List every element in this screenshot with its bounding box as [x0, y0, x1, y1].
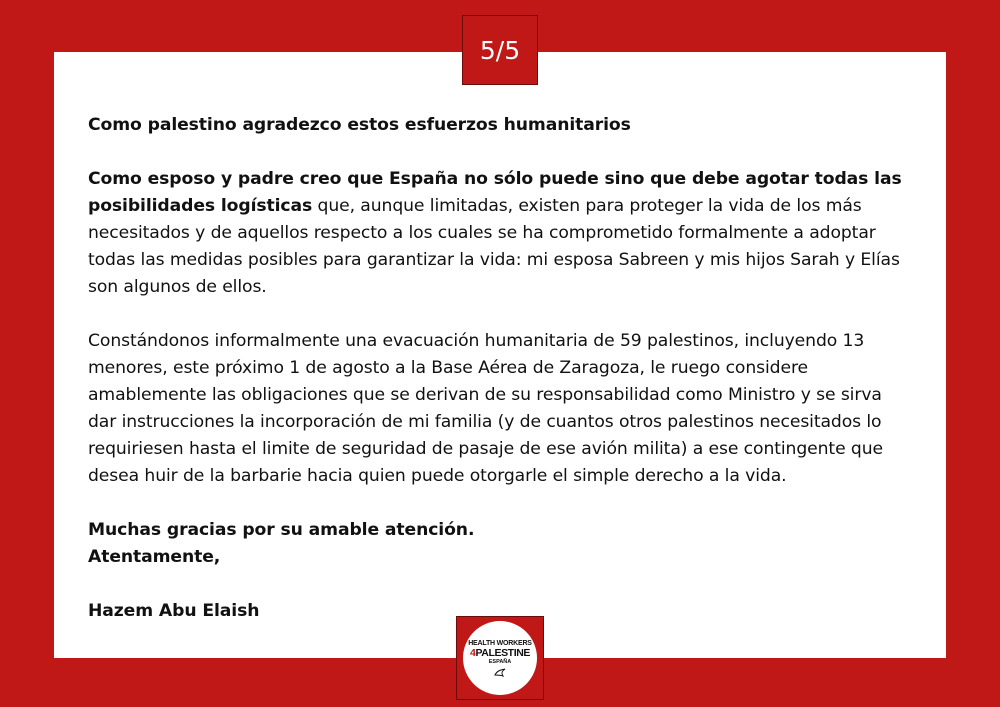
thanks-line — [88, 517, 908, 544]
organization-logo — [456, 616, 544, 700]
logo-number: 4 — [470, 646, 476, 659]
paragraph-request — [88, 166, 908, 301]
page-indicator: 5/5 — [462, 15, 538, 85]
logo-line-1: HEALTH WORKERS — [468, 639, 532, 647]
dove-icon — [494, 668, 506, 677]
thanks-text: Muchas gracias por su amable atención. — [88, 520, 475, 540]
logo-circle — [463, 621, 537, 695]
letter-body — [88, 112, 908, 652]
opening-text: Como palestino agradezco estos esfuerzos humanitarios — [88, 115, 631, 135]
logo-word: PALESTINE — [475, 646, 530, 659]
opening-line — [88, 112, 908, 139]
paragraph-evacuation: Constándonos informalmente una evacuación humanitaria de 59 palestinos, incluyendo 13 menores, este próximo 1 de agosto a la Base Aérea de Zaragoza, le ruego considere amablemente las obligaciones que se derivan de su responsabilidad como Ministro y se sirva dar instrucciones la incorporación de mi familia (y de cuantos otros palestinos necesitados lo requiriesen hasta el limite de seguridad de pasaje de ese avión milita) a ese contingente que desea huir de la barbarie hacia quien puede otorgarle el simple derecho a la vida. — [88, 331, 883, 486]
logo-line-3: ESPAÑA — [488, 659, 512, 665]
signature-text: Hazem Abu Elaish — [88, 601, 260, 621]
logo-line-2 — [470, 648, 530, 659]
paragraph-request-bold: Como esposo y padre creo que España no sólo puede sino que debe agotar todas las posibilidades logísticas — [88, 169, 902, 216]
paragraph-request-rest: que, aunque limitadas, existen para proteger la vida de los más necesitados y de aquellos respecto a los cuales se ha comprometido formalmente a adoptar todas las medidas posibles para garantizar la vida: mi esposa Sabreen y mis hijos Sarah y Elías son algunos de ellos. — [88, 196, 900, 297]
closing-line — [88, 544, 908, 571]
closing-text: Atentamente, — [88, 547, 221, 567]
